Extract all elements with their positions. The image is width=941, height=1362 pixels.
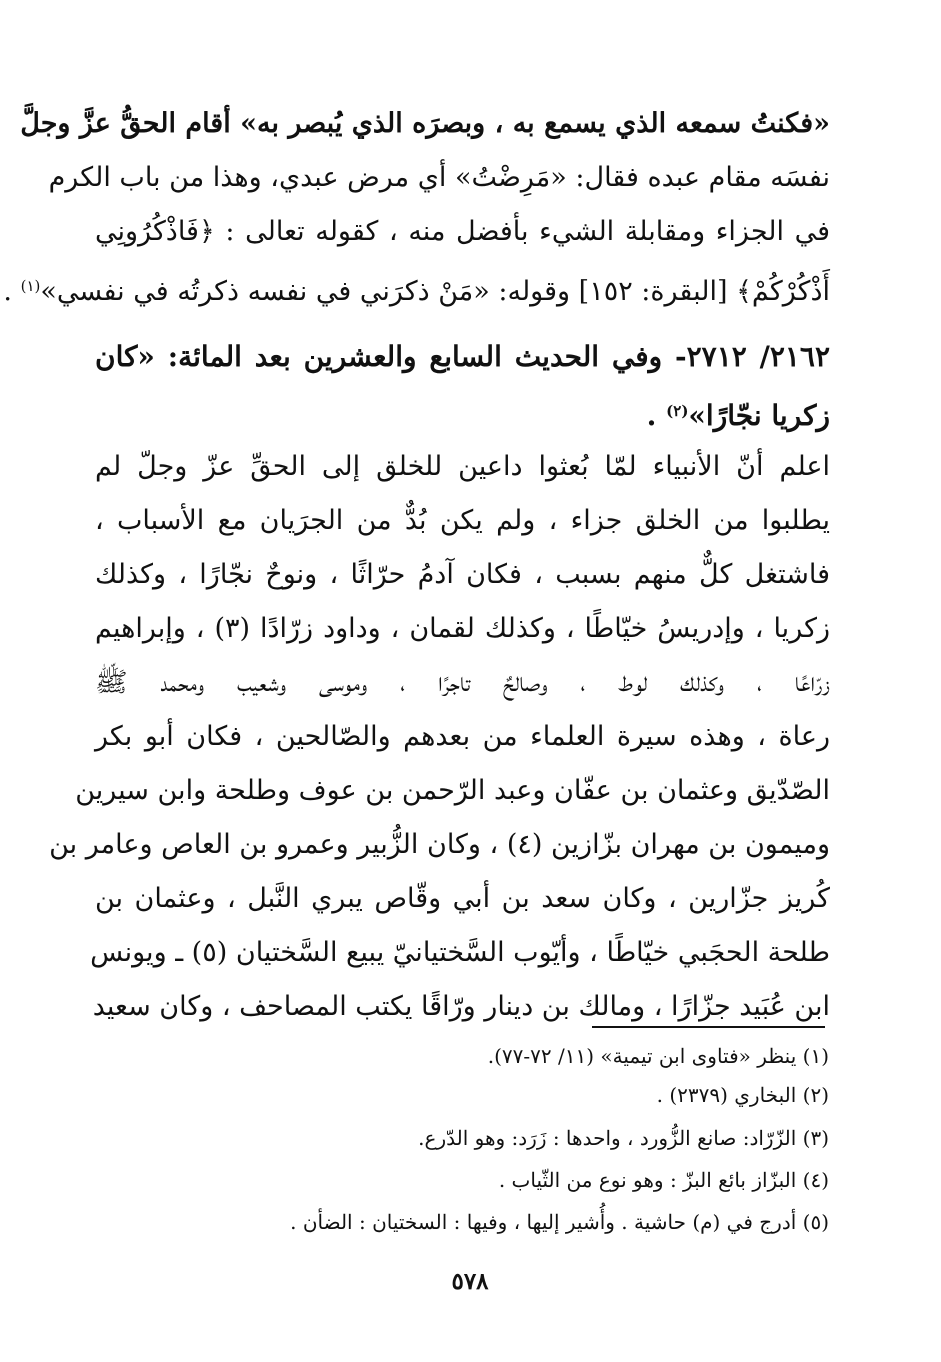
paragraph-commentary: [3, 97, 830, 313]
page-number: ٥٧٨: [451, 1268, 489, 1295]
footnote-1: (١) ينظر «فتاوى ابن تيمية» (١١/ ٧٢-٧٧).: [487, 1044, 829, 1068]
text-line: وميمون بن مهران بزّازين (٤) ، وكان الزُّبير وعمرو بن العاص وعامر بن: [49, 829, 830, 860]
heading-end: .: [646, 399, 667, 432]
line-text: أَذْكُرْكُمْ﴾ [البقرة: ١٥٢] وقوله: «مَنْ ذكرَني في نفسه ذكرتُه في نفسي»: [40, 276, 830, 307]
text-line: ابن عُبَيد جزّارًا ، ومالك بن دينار ورّاقًا يكتب المصاحف ، وكان سعيد: [92, 991, 830, 1022]
text-line: زكريا ، وإدريسُ خيّاطًا ، وكذلك لقمان ، وداود زرّادًا (٣) ، وإبراهيم: [95, 613, 830, 644]
text-line: رعاة ، وهذه سيرة العلماء من بعدهم والصّالحين ، فكان أبو بكر: [95, 721, 830, 752]
line-end: .: [3, 276, 21, 307]
text-line: فاشتغل كلٌّ منهم بسبب ، فكان آدمُ حرّاثًا ، ونوحٌ نجّارًا ، وكذلك: [95, 559, 830, 590]
heading-line: ٢١٦٢/ ٢٧١٢- وفي الحديث السابع والعشرين بعد المائة: «كان: [95, 340, 830, 373]
footnote-5: (٥) أدرج في (م) حاشية . وأُشير إليها ، وفيها : السختيان : الضأن .: [290, 1210, 829, 1234]
footnote-3: (٣) الزّرّاد: صانع الزُّورد ، واحدها : زَرَد: وهو الدّرع.: [418, 1126, 829, 1150]
footnote-2: (٢) البخاري (٢٣٧٩) .: [656, 1083, 829, 1107]
footnote-ref-2: (٢): [666, 402, 689, 420]
text-line: زرّاعًا ، وكذلك لوط ، وصالحٌ تاجرًا ، وموسى وشعيب ومحمد ﷺ: [95, 667, 830, 698]
footnote-4: (٤) البزّاز بائع البزّ : وهو نوع من الثّياب .: [498, 1168, 829, 1192]
text-line: طلحة الحجَبي خيّاطًا ، وأيّوب السَّختيانيّ يبيع السَّختيان (٥) ـ ويونس: [90, 937, 830, 968]
text-line: اعلم أنّ الأنبياء لمّا بُعثوا داعين للخلق إلى الحقِّ عزّ وجلّ لم: [95, 451, 830, 482]
text-line: [3, 259, 830, 313]
footnote-separator: [592, 1026, 825, 1028]
text-line: «فكنتُ سمعه الذي يسمع به ، وبصرَه الذي يُبصر به» أقام الحقُّ عزَّ وجلَّ: [20, 108, 830, 139]
footnote-ref-1: (١): [20, 277, 41, 295]
text-line: كُريز جزّارين ، وكان سعد بن أبي وقّاص يبري النَّبل ، وعثمان بن: [95, 883, 830, 914]
heading-line: [95, 384, 830, 438]
text-line: نفسَه مقام عبده فقال: «مَرِضْتُ» أي مرض عبدي، وهذا من باب الكرم: [48, 162, 830, 193]
text-line: الصّدّيق وعثمان بن عفّان وعبد الرّحمن بن عوف وطلحة وابن سيرين: [75, 775, 830, 806]
paragraph-main: [49, 440, 830, 1034]
heading-text: زكريا نجّارًا»: [688, 399, 830, 432]
text-line: يطلبوا من الخلق جزاء ، ولم يكن بُدٌّ من الجرَيان مع الأسباب ،: [95, 505, 830, 536]
text-line: في الجزاء ومقابلة الشيء بأفضل منه ، كقوله تعالى : ﴿فَاذْكُرُونِي: [95, 216, 830, 247]
hadith-heading: [95, 330, 830, 438]
